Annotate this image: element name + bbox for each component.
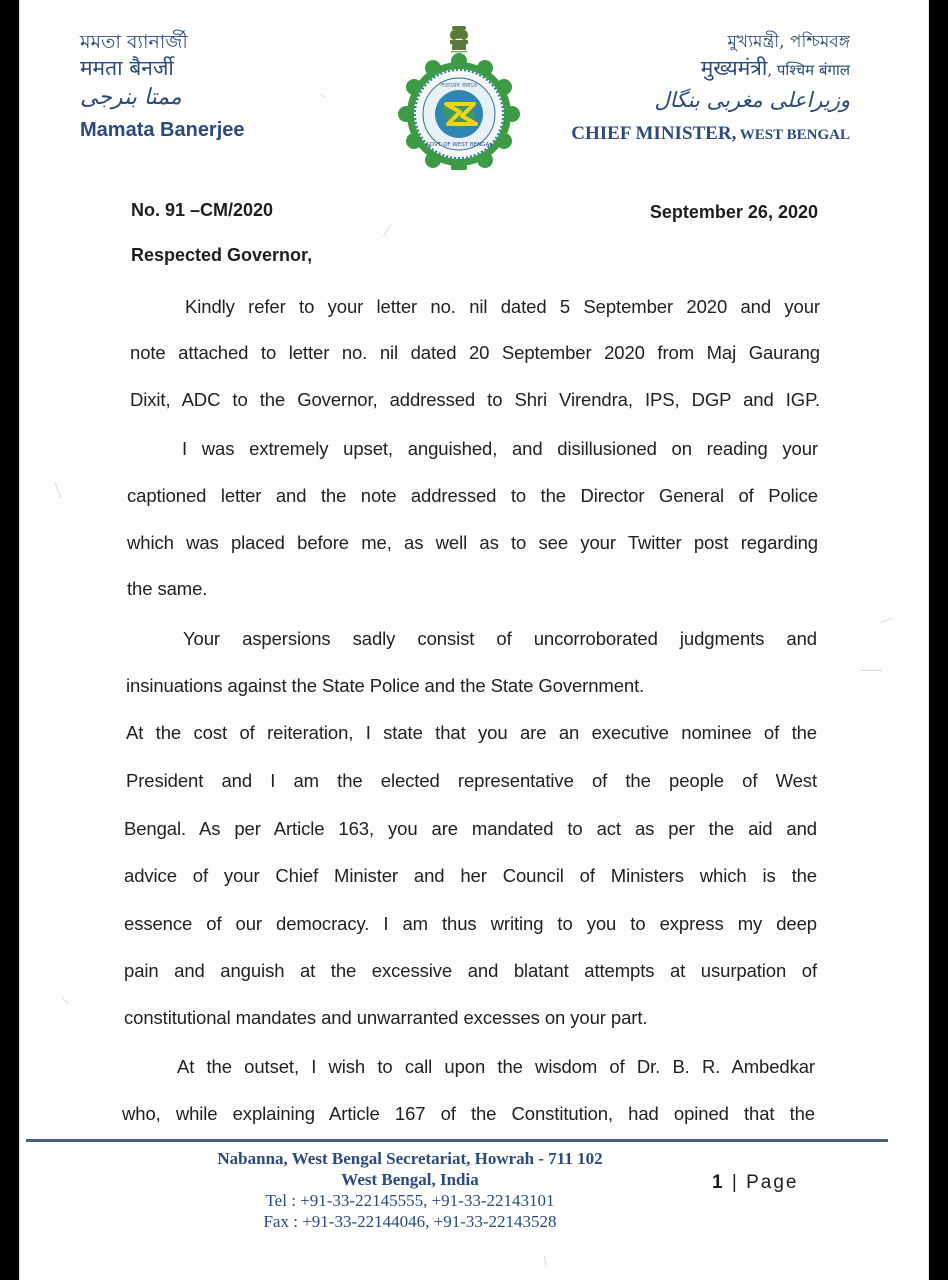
title-hindi-main: मुख्यमंत्री xyxy=(700,56,768,80)
footer-address-block xyxy=(190,1148,630,1232)
letter-page xyxy=(19,0,929,1280)
body-line: essence of our democracy. I am thus writing to you to express my deep xyxy=(124,913,817,934)
body-line: who, while explaining Article 167 of the Constitution, had opined that the xyxy=(122,1103,815,1124)
body-line: At the cost of reiteration, I state that you are an executive nominee of the xyxy=(126,722,817,743)
letterhead-title-block xyxy=(571,30,850,149)
title-bengali: মুখ্যমন্ত্রী, পশ্চিমবঙ্গ xyxy=(727,32,850,52)
body-line: President and I am the elected representative of the people of West xyxy=(126,770,817,791)
body-line: I was extremely upset, anguished, and disillusioned on reading your xyxy=(182,438,818,459)
letter-date: September 26, 2020 xyxy=(649,202,818,222)
page-number-value: 1 xyxy=(712,1172,725,1193)
name-urdu: ممتا بنرجی xyxy=(80,85,182,110)
title-english-main: CHIEF MINISTER, xyxy=(571,123,737,144)
paper-speck xyxy=(544,1255,547,1265)
body-line: advice of your Chief Minister and her Council of Ministers which is the xyxy=(124,865,817,886)
page-number-label: | Page xyxy=(731,1172,799,1193)
paper-speck xyxy=(383,224,391,237)
paper-speck xyxy=(880,618,892,623)
body-line: At the outset, I wish to call upon the wisdom of Dr. B. R. Ambedkar xyxy=(177,1056,815,1077)
paper-speck xyxy=(860,670,882,671)
body-line: note attached to letter no. nil dated 20 September 2020 from Maj Gaurang xyxy=(130,342,820,363)
body-line: Dixit, ADC to the Governor, addressed to Shri Virendra, IPS, DGP and IGP. xyxy=(130,389,820,410)
national-emblem-icon xyxy=(450,26,468,53)
name-hindi: ममता बैनर्जी xyxy=(80,56,174,80)
paper-speck xyxy=(61,997,69,1005)
body-line: Bengal. As per Article 163, you are mandated to act as per the aid and xyxy=(124,818,817,839)
emblem-block xyxy=(384,20,534,170)
footer-divider xyxy=(26,1139,888,1142)
west-bengal-seal-icon xyxy=(384,20,534,170)
paper-speck xyxy=(320,94,326,98)
title-english xyxy=(571,120,850,149)
reference-number: No. 91 –CM/2020 xyxy=(131,200,274,220)
title-english-state: WEST BENGAL xyxy=(736,127,850,143)
paper-speck xyxy=(55,483,61,498)
footer-address-line1: Nabanna, West Bengal Secretariat, Howrah - 711 102 xyxy=(217,1149,603,1168)
body-line: Your aspersions sadly consist of uncorroborated judgments and xyxy=(183,628,817,649)
footer-fax: Fax : +91-33-22144046, +91-33-22143528 xyxy=(263,1212,557,1231)
body-line: Kindly refer to your letter no. nil dated 5 September 2020 and your xyxy=(185,296,820,317)
title-hindi-state: , पश्चिम बंगाल xyxy=(767,61,850,79)
body-line: captioned letter and the note addressed to the Director General of Police xyxy=(127,485,818,506)
body-line: insinuations against the State Police and the State Government. xyxy=(126,675,645,696)
svg-text:GOVT OF WEST BENGAL: GOVT OF WEST BENGAL xyxy=(425,142,493,148)
body-line: the same. xyxy=(127,578,208,599)
footer-tel: Tel : +91-33-22145555, +91-33-22143101 xyxy=(265,1191,555,1210)
body-line: which was placed before me, as well as to see your Twitter post regarding xyxy=(127,532,818,553)
title-urdu: وزیراعلی مغربی بنگال xyxy=(654,88,850,112)
salutation: Respected Governor, xyxy=(131,245,313,265)
title-hindi xyxy=(571,54,850,84)
body-line: constitutional mandates and unwarranted excesses on your part. xyxy=(124,1007,648,1028)
name-bengali: মমতা ব্যানার্জী xyxy=(80,31,188,53)
body-line: pain and anguish at the excessive and blatant attempts at usurpation of xyxy=(124,960,817,981)
page-number xyxy=(712,1172,798,1194)
footer-address-line2: West Bengal, India xyxy=(341,1170,479,1189)
svg-text:সত্যমেব জয়তে: সত্যমেব জয়তে xyxy=(440,82,478,89)
letterhead-name-block xyxy=(80,30,245,144)
name-english: Mamata Banerjee xyxy=(80,119,245,141)
